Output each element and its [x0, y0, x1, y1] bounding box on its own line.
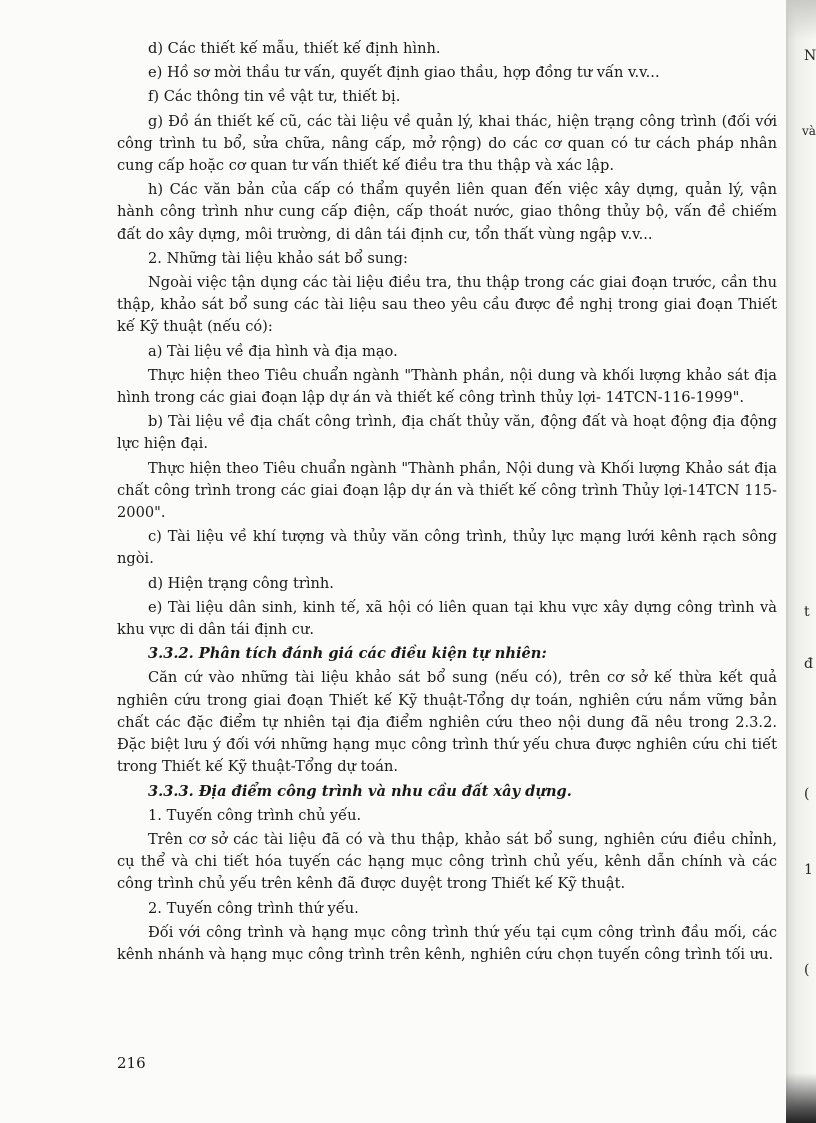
paragraph: 1. Tuyến công trình chủ yếu. — [148, 806, 362, 824]
paragraph: Thực hiện theo Tiêu chuẩn ngành "Thành phần, Nội dung và Khối lượng Khảo sát địa chất công trình trong các giai đoạn lập dự án và thiết kế công trình Thủy lợi-14TCN 115-2000". — [117, 459, 777, 522]
paragraph: e) Tài liệu dân sinh, kinh tế, xã hội có liên quan tại khu vực xây dựng công trình và khu vực di dân tái định cư. — [117, 598, 777, 639]
paragraph: g) Đồ án thiết kế cũ, các tài liệu về quản lý, khai thác, hiện trạng công trình (đối với công trình tu bổ, sửa chữa, nâng cấp, mở rộng) do các cơ quan có tư cách pháp nhân cung cấp hoặc cơ quan tư vấn thiết kế điều tra thu thập và xác lập. — [117, 112, 777, 175]
body-text — [117, 38, 777, 968]
paragraph: d) Hiện trạng công trình. — [148, 574, 334, 592]
paragraph: f) Các thông tin về vật tư, thiết bị. — [148, 88, 401, 106]
edge-fragment: đ — [804, 656, 813, 672]
section-heading: 3.3.2. Phân tích đánh giá các điều kiện tự nhiên: — [148, 645, 547, 663]
page-number: 216 — [117, 1054, 146, 1072]
book-spine-edge — [786, 0, 816, 1123]
paragraph: b) Tài liệu về địa chất công trình, địa chất thủy văn, động đất và hoạt động địa động lực hiện đại. — [117, 413, 777, 453]
paragraph: a) Tài liệu về địa hình và địa mạo. — [148, 342, 398, 360]
edge-fragment: và — [802, 124, 816, 138]
edge-fragment: N — [804, 48, 816, 64]
paragraph: c) Tài liệu về khí tượng và thủy văn công trình, thủy lực mạng lưới kênh rạch sông ngòi. — [117, 528, 777, 568]
paragraph: Căn cứ vào những tài liệu khảo sát bổ sung (nếu có), trên cơ sở kế thừa kết quả nghiên cứu trong giai đoạn Thiết kế Kỹ thuật-Tổng dự toán, nghiên cứu nắm vững bản chất các đặc điểm tự nhiên tại địa điểm nghiên cứu theo nội dung đã nêu trong 2.3.2. Đặc biệt lưu ý đối với những hạng mục công trình thứ yếu chưa được nghiên cứu chi tiết trong Thiết kế Kỹ thuật-Tổng dự toán. — [117, 669, 777, 776]
paragraph: d) Các thiết kế mẫu, thiết kế định hình. — [148, 40, 441, 57]
paragraph: Trên cơ sở các tài liệu đã có và thu thập, khảo sát bổ sung, nghiên cứu điều chỉnh, cụ thể và chi tiết hóa tuyến các hạng mục công trình chủ yếu, kênh dẫn chính và các công trình chủ yếu trên kênh đã được duyệt trong Thiết kế Kỹ thuật. — [117, 830, 777, 893]
paragraph: 2. Tuyến công trình thứ yếu. — [148, 899, 359, 917]
section-heading: 3.3.3. Địa điểm công trình và nhu cầu đất xây dựng. — [148, 782, 572, 800]
edge-fragment: ( — [804, 786, 810, 802]
paragraph: e) Hồ sơ mời thầu tư vấn, quyết định giao thầu, hợp đồng tư vấn v.v... — [148, 64, 660, 82]
edge-fragment: ( — [804, 962, 810, 978]
paragraph: Đối với công trình và hạng mục công trình thứ yếu tại cụm công trình đầu mối, các kênh nhánh và hạng mục công trình trên kênh, nghiên cứu chọn tuyến công trình tối ưu. — [117, 923, 777, 963]
edge-fragment: t — [804, 604, 810, 620]
paragraph: h) Các văn bản của cấp có thẩm quyền liên quan đến việc xây dựng, quản lý, vận hành công trình như cung cấp điện, cấp thoát nước, giao thông thủy bộ, vấn đề chiếm đất do xây dựng, môi trường, di dân tái định cư, tổn thất vùng ngập v.v... — [117, 181, 777, 243]
paragraph: Ngoài việc tận dụng các tài liệu điều tra, thu thập trong các giai đoạn trước, cần thu thập, khảo sát bổ sung các tài liệu sau theo yêu cầu được đề nghị trong giai đoạn Thiết kế Kỹ thuật (nếu có): — [117, 274, 777, 336]
paragraph: Thực hiện theo Tiêu chuẩn ngành "Thành phần, nội dung và khối lượng khảo sát địa hình trong các giai đoạn lập dự án và thiết kế công trình thủy lợi- 14TCN-116-1999". — [117, 366, 777, 407]
edge-fragment: 1 — [804, 862, 813, 878]
paragraph: 2. Những tài liệu khảo sát bổ sung: — [148, 249, 408, 267]
